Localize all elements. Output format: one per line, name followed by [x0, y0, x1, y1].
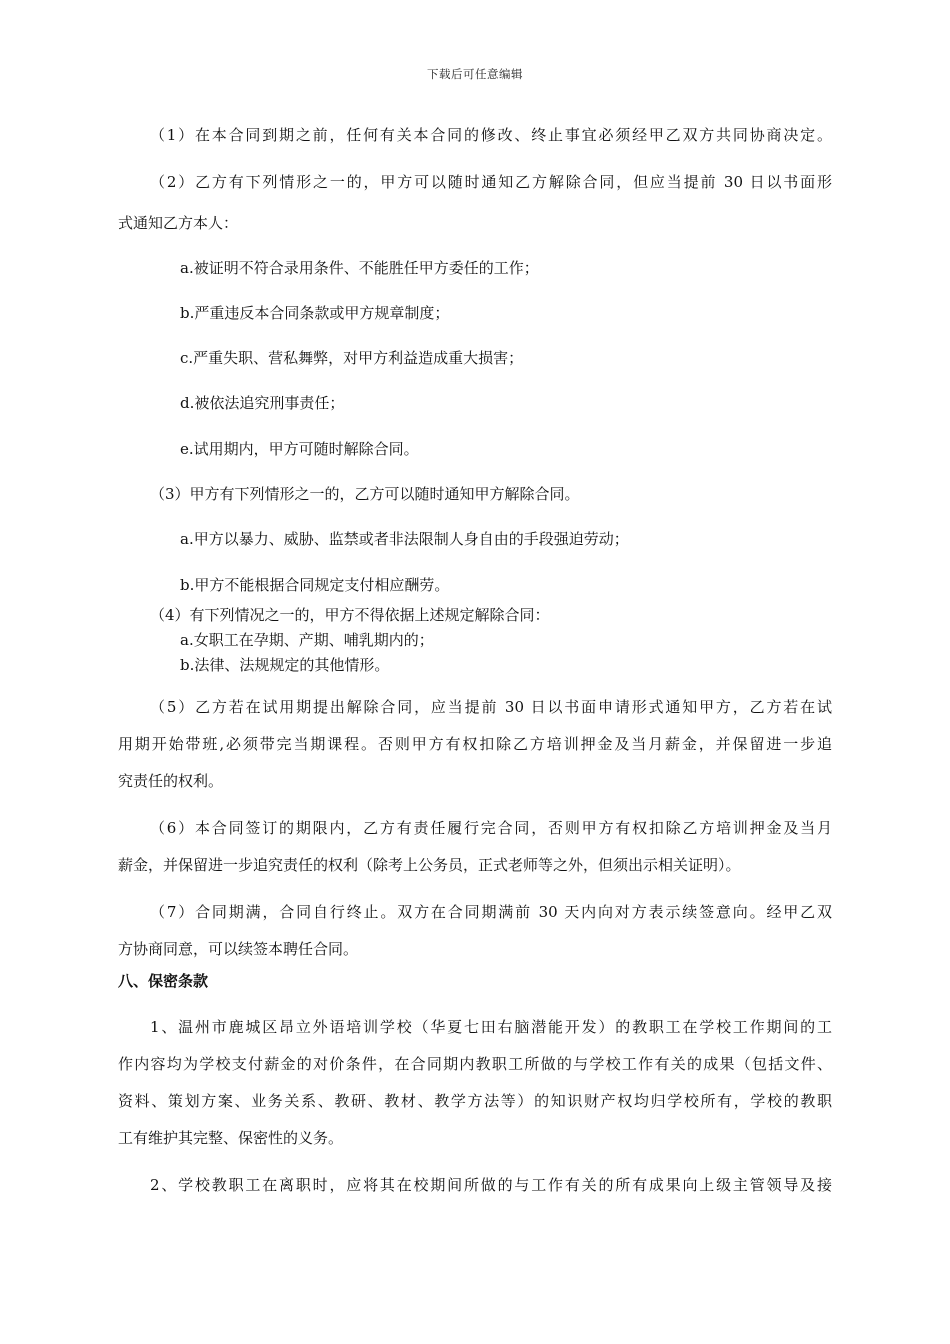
clause-7-paragraph-5-line-3: 究责任的权利。 — [118, 772, 224, 790]
section-8-paragraph-2-line-1: 2、学校教职工在离职时，应将其在校期间所做的与工作有关的所有成果向上级主管领导及接 — [150, 1176, 832, 1194]
clause-7-paragraph-6-line-1: （6）本合同签订的期限内，乙方有责任履行完合同，否则甲方有权扣除乙方培训押金及当月 — [150, 819, 832, 837]
clause-7-paragraph-4-item-a: a.女职工在孕期、产期、哺乳期内的； — [180, 631, 434, 649]
section-8-paragraph-1-line-2: 作内容均为学校支付薪金的对价条件，在合同期内教职工所做的与学校工作有关的成果（包括文件、 — [118, 1055, 832, 1073]
clause-7-paragraph-3-item-b: b.甲方不能根据合同规定支付相应酬劳。 — [180, 576, 450, 594]
section-8-heading: 八、保密条款 — [118, 972, 209, 990]
clause-7-paragraph-5-line-2: 用期开始带班,必须带完当期课程。否则甲方有权扣除乙方培训押金及当月薪金，并保留进一步追 — [118, 735, 832, 753]
clause-7-paragraph-7-line-1: （7）合同期满，合同自行终止。双方在合同期满前 30 天内向对方表示续签意向。经甲乙双 — [150, 903, 832, 921]
section-8-paragraph-1-line-3: 资料、策划方案、业务关系、教研、教材、教学方法等）的知识财产权均归学校所有，学校的教职 — [118, 1092, 832, 1110]
clause-7-paragraph-2-item-a: a.被证明不符合录用条件、不能胜任甲方委任的工作； — [180, 259, 539, 277]
clause-7-paragraph-2-line-1: （2）乙方有下列情形之一的，甲方可以随时通知乙方解除合同，但应当提前 30 日以书面形 — [150, 173, 832, 191]
clause-7-paragraph-4-item-b: b.法律、法规规定的其他情形。 — [180, 656, 390, 674]
clause-7-paragraph-4-line-1: （4）有下列情况之一的，甲方不得依据上述规定解除合同： — [150, 606, 550, 624]
clause-7-paragraph-2-item-c: c.严重失职、营私舞弊，对甲方利益造成重大损害； — [180, 349, 524, 367]
clause-7-paragraph-3-item-a: a.甲方以暴力、威胁、监禁或者非法限制人身自由的手段强迫劳动； — [180, 530, 629, 548]
clause-7-paragraph-2-item-d: d.被依法追究刑事责任； — [180, 394, 345, 412]
section-8-paragraph-1-line-1: 1、温州市鹿城区昂立外语培训学校（华夏七田右脑潜能开发）的教职工在学校工作期间的工 — [150, 1018, 832, 1036]
clause-7-paragraph-1: （1）在本合同到期之前，任何有关本合同的修改、终止事宜必须经甲乙双方共同协商决定。 — [150, 126, 832, 144]
clause-7-paragraph-3-line-1: （3）甲方有下列情形之一的，乙方可以随时通知甲方解除合同。 — [150, 485, 580, 503]
clause-7-paragraph-2-line-2: 式通知乙方本人： — [118, 214, 239, 232]
clause-7-paragraph-6-line-2: 薪金，并保留进一步追究责任的权利（除考上公务员，正式老师等之外，但须出示相关证明）。 — [118, 856, 741, 874]
clause-7-paragraph-5-line-1: （5）乙方若在试用期提出解除合同，应当提前 30 日以书面申请形式通知甲方，乙方若在试 — [150, 698, 832, 716]
page-header: 下载后可任意编辑 — [427, 67, 523, 81]
clause-7-paragraph-7-line-2: 方协商同意，可以续签本聘任合同。 — [118, 940, 359, 958]
clause-7-paragraph-2-item-e: e.试用期内，甲方可随时解除合同。 — [180, 440, 419, 458]
clause-7-paragraph-2-item-b: b.严重违反本合同条款或甲方规章制度； — [180, 304, 450, 322]
section-8-paragraph-1-line-4: 工有维护其完整、保密性的义务。 — [118, 1129, 344, 1147]
